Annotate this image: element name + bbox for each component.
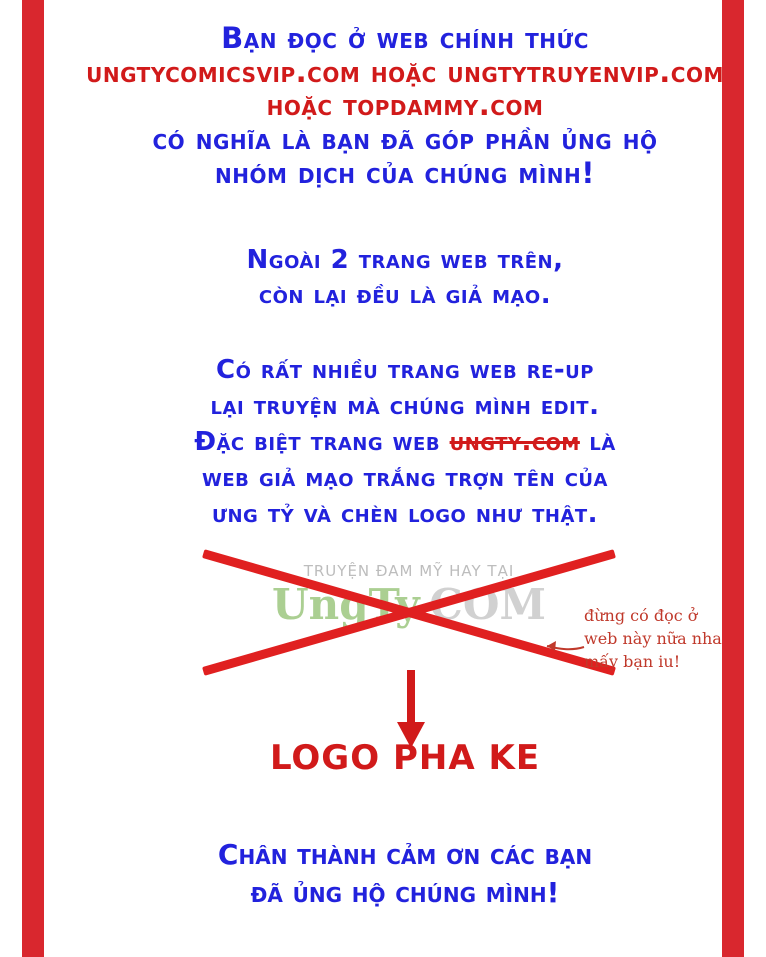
paragraph-official-sites <box>44 243 766 312</box>
fake-logo-main-text: UngTy <box>272 580 415 629</box>
thanks-message <box>44 836 766 912</box>
paragraph3-line-2: lại truyện mà chúng mình edit. <box>210 390 600 421</box>
fake-logo-caption: LOGO PHA KE <box>269 738 541 778</box>
header-notice <box>44 22 766 190</box>
fake-logo-illustration <box>44 552 766 802</box>
paragraph3-line-1: Có rất nhiều trang web re-up <box>216 355 594 385</box>
thanks-line-1: Chân thành cảm ơn các bạn <box>217 838 593 871</box>
left-pointing-arrow-icon <box>541 638 585 654</box>
note-line-1: đừng có đọc ở <box>584 606 698 625</box>
paragraph3-line-3-suffix: là <box>579 426 616 457</box>
header-line-2: ungtycomicsvip.com hoặc ungtytruyenvip.com <box>86 54 724 89</box>
paragraph3-line-3-prefix: Đặc biệt trang web <box>194 426 450 457</box>
left-red-bar <box>22 0 44 957</box>
note-line-2: web này nữa nha <box>584 629 722 649</box>
fake-logo-top-text: TRUYỆN ĐAM MỸ HAY TẠI <box>303 562 515 580</box>
note-line-3: mấy bạn iu! <box>584 652 681 672</box>
header-line-3: hoặc topdammy.com <box>266 88 544 123</box>
page-content <box>44 0 766 957</box>
paragraph-reup-warning <box>44 353 766 532</box>
header-line-1: Bạn đọc ở web chính thức <box>221 21 589 55</box>
paragraph3-line-3 <box>44 425 766 461</box>
thanks-line-2: đã ủng hộ chúng mình! <box>250 875 560 909</box>
paragraph2-line-1: Ngoài 2 trang web trên, <box>246 245 564 275</box>
header-line-4: có nghĩa là bạn đã góp phần ủng hộ <box>152 121 658 156</box>
paragraph3-line-4: web giả mạo trắng trợn tên của <box>202 462 608 493</box>
paragraph2-line-2: còn lại đều là giả mạo. <box>258 279 552 310</box>
struck-fake-domain: ungty.com <box>449 426 580 457</box>
paragraph3-line-5: ưng tỷ và chèn logo như thật. <box>211 498 599 529</box>
handwritten-note <box>584 604 759 674</box>
fake-logo-suffix-text: .COM <box>414 580 546 629</box>
header-line-5: nhóm dịch của chúng mình! <box>215 155 595 190</box>
